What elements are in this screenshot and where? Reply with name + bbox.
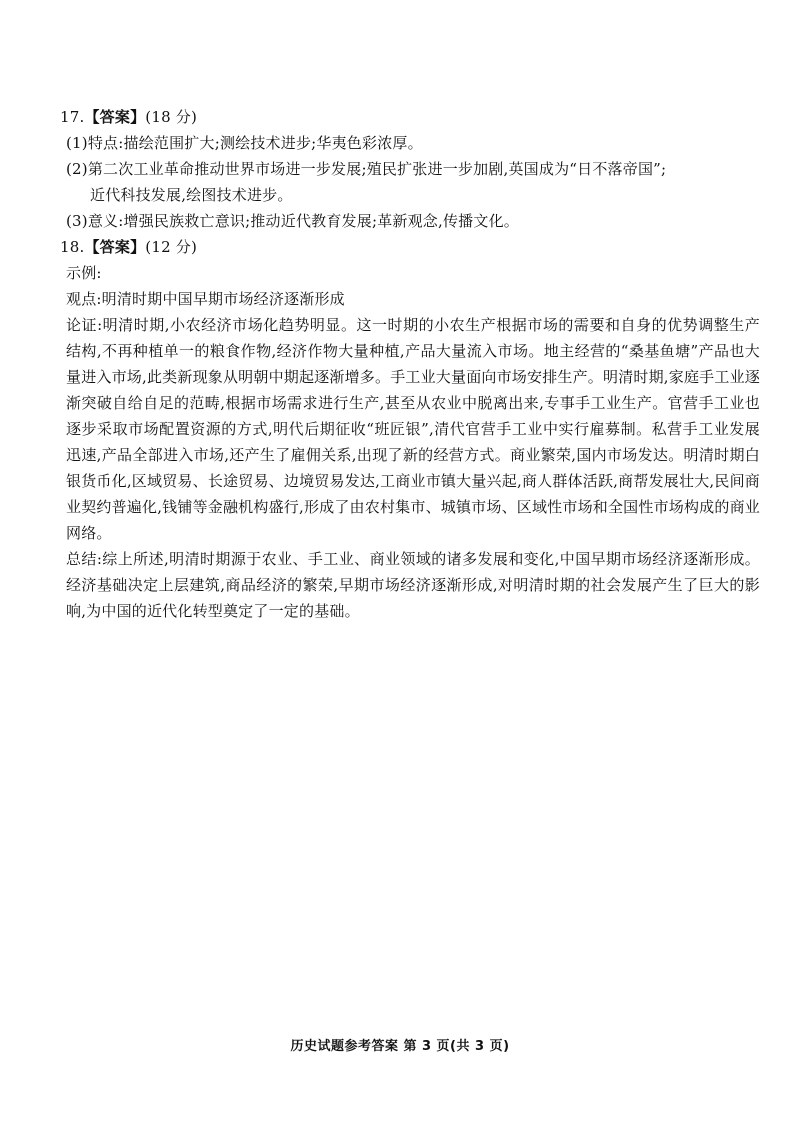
question-17-item-2: (2)第二次工业革命推动世界市场进一步发展;殖民扩张进一步加剧,英国成为“日不落帝国”; [66, 160, 667, 178]
question-17-score: (18 分) [145, 108, 198, 126]
question-17-item-3: (3)意义:增强民族救亡意识;推动近代教育发展;革新观念,传播文化。 [66, 212, 519, 230]
question-18 [60, 234, 760, 624]
question-17-number: 17. [60, 108, 85, 126]
question-18-header [60, 234, 760, 260]
example-label: 示例: [66, 264, 102, 282]
summary-paragraph: 总结:综上所述,明清时期源于农业、手工业、商业领域的诸多发展和变化,中国早期市场经济逐渐形成。经济基础决定上层建筑,商品经济的繁荣,早期市场经济逐渐形成,对明清时期的社会发展产生了巨大的影响,为中国的近代化转型奠定了一定的基础。 [66, 550, 760, 620]
question-17 [60, 104, 760, 234]
page-footer: 历史试题参考答案 第 3 页(共 3 页) [290, 1039, 510, 1054]
question-18-answer-tag: 【答案】 [84, 238, 146, 256]
question-17-item-1: (1)特点:描绘范围扩大;测绘技术进步;华夷色彩浓厚。 [66, 134, 423, 152]
argument-paragraph: 论证:明清时期,小农经济市场化趋势明显。这一时期的小农生产根据市场的需要和自身的优势调整生产结构,不再种植单一的粮食作物,经济作物大量种植,产品大量流入市场。地主经营的“桑基鱼塘”产品也大量进入市场,此类新现象从明朝中期起逐渐增多。手工业大量面向市场安排生产。明清时期,家庭手工业逐渐突破自给自足的范畴,根据市场需求进行生产,甚至从农业中脱离出来,专事手工业生产。官营手工业也逐步采取市场配置资源的方式,明代后期征收“班匠银”,清代官营手工业中实行雇募制。私营手工业发展迅速,产品全部进入市场,还产生了雇佣关系,出现了新的经营方式。商业繁荣,国内市场发达。明清时期白银货币化,区域贸易、长途贸易、边境贸易发达,工商业市镇大量兴起,商人群体活跃,商帮发展壮大,民间商业契约普遍化,钱铺等金融机构盛行,形成了由农村集市、城镇市场、区域性市场和全国性市场构成的商业网络。 [66, 316, 760, 542]
question-18-number: 18. [60, 238, 85, 256]
question-17-header [60, 104, 760, 130]
answer-content [60, 104, 760, 624]
question-18-score: (12 分) [145, 238, 198, 256]
viewpoint-text: 观点:明清时期中国早期市场经济逐渐形成 [66, 290, 345, 308]
question-17-answer-tag: 【答案】 [84, 108, 146, 126]
question-17-item-2-continued: 近代科技发展,绘图技术进步。 [90, 186, 293, 204]
